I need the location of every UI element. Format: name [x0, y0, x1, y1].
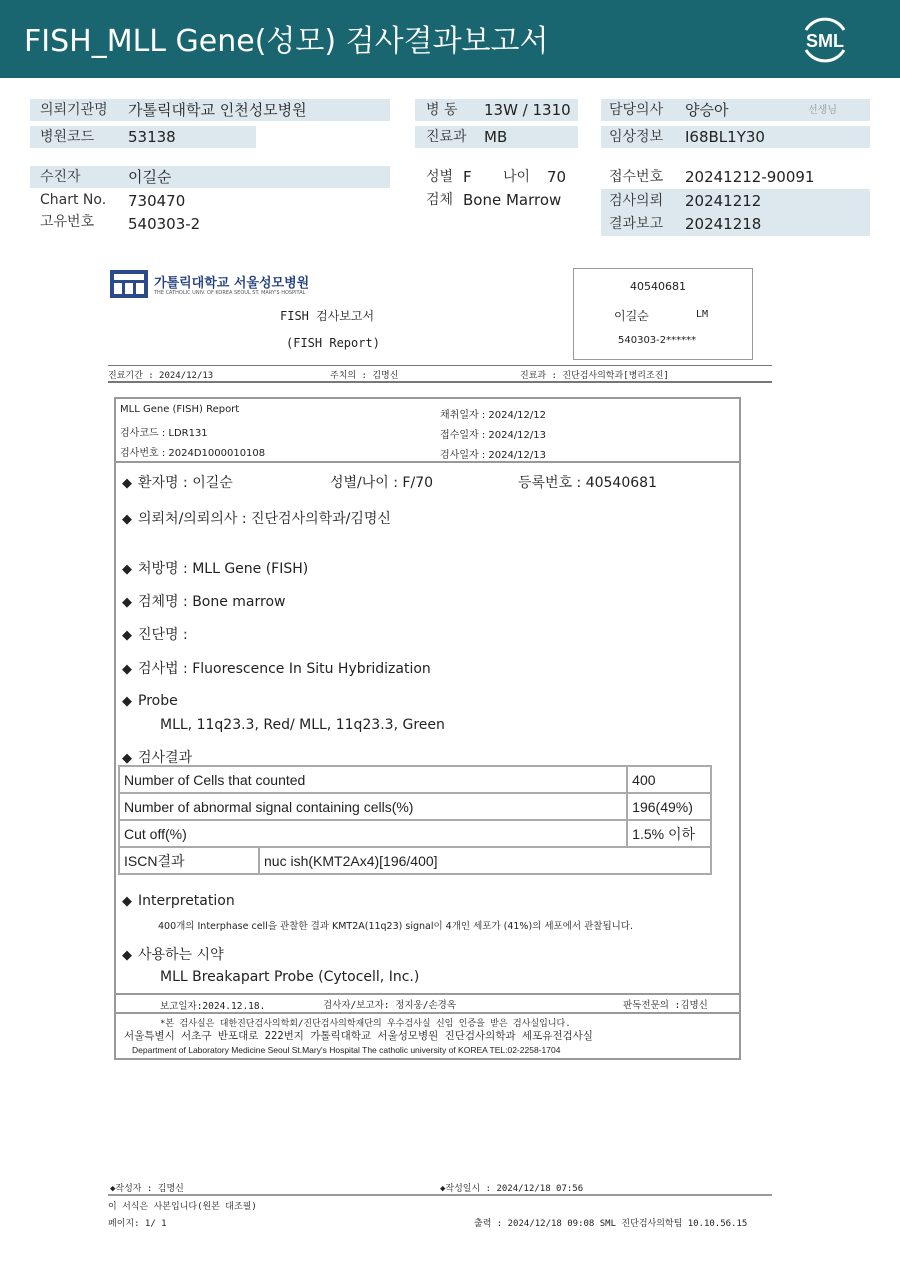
diamond-icon: ◆ [122, 628, 132, 643]
footer-copy-note: 이 서식은 사본입니다(원본 대조필) [108, 1202, 257, 1212]
receipt-value: 20241212-90091 [685, 168, 815, 186]
doctor-label: 담당의사 [609, 102, 664, 118]
header-divider-bottom [108, 381, 772, 383]
patient-row [30, 166, 390, 188]
dept-label: 진료과 [426, 129, 467, 145]
box-name: 이길순 [614, 309, 649, 323]
period-text: 진료기간 : 2024/12/13 [108, 371, 214, 381]
results-table [118, 765, 712, 875]
iscn-value: nuc ish(KMT2Ax4)[196/400] [259, 847, 711, 874]
result-label: 결과보고 [609, 216, 664, 232]
result-heading [122, 747, 192, 767]
specimen-line [122, 591, 286, 611]
interp-heading [122, 893, 235, 909]
clinical-value: I68BL1Y30 [685, 128, 765, 146]
ward-value: 13W / 1310 [484, 101, 571, 119]
department-text: 진료과 : 진단검사의학과[병리조진] [520, 371, 669, 381]
hospital-code-value: 53138 [128, 128, 176, 146]
table-row [119, 766, 711, 793]
order-line [122, 558, 308, 578]
institution-label: 의뢰기관명 [40, 102, 108, 118]
row-value: 196(49%) [627, 793, 711, 820]
row-label: Number of Cells that counted [119, 766, 627, 793]
interp-text: 400개의 Interphase cell을 관찰한 결과 KMT2A(11q23) signal이 4개인 세포가 (41%)의 세포에서 관찰됩니다. [158, 921, 633, 932]
specimen-line-text: 검체명 : Bone marrow [138, 594, 286, 610]
sex-age-line: 성별/나이 : F/70 [330, 475, 434, 491]
specimen-value: Bone Marrow [463, 191, 562, 209]
order-line-text: 처방명 : MLL Gene (FISH) [138, 561, 309, 577]
result-value: 20241218 [685, 215, 762, 233]
diamond-icon: ◆ [122, 694, 132, 709]
sml-logo-text: SML [806, 31, 844, 51]
result-heading-text: 검사결과 [138, 750, 193, 766]
header-bar [0, 0, 900, 78]
unique-value: 540303-2 [128, 215, 201, 233]
diamond-icon: ◆ [122, 595, 132, 610]
method-line-text: 검사법 : Fluorescence In Situ Hybridization [138, 661, 431, 677]
row-label: Cut off(%) [119, 820, 627, 847]
probe-heading-text: Probe [138, 693, 178, 709]
chart-label: Chart No. [40, 192, 107, 208]
referrer-line-text: 의뢰처/의뢰의사 : 진단검사의학과/김명신 [138, 511, 391, 527]
specialist: 판독전문의 :김명신 [623, 1000, 708, 1011]
doctor-value: 양승아 [685, 101, 729, 119]
test-number: 검사번호 : 2024D1000010108 [120, 448, 266, 459]
attending-text: 주치의 : 김명신 [330, 371, 399, 381]
hospital-logo-icon [110, 270, 148, 298]
footer-output: 출력 : 2024/12/18 09:08 SML 진단검사의학팀 10.10.56.15 [474, 1219, 748, 1229]
chart-value: 730470 [128, 192, 186, 210]
table-row [119, 793, 711, 820]
probe-heading [122, 693, 178, 709]
method-line [122, 658, 431, 678]
box-code: LM [696, 309, 709, 320]
reagent-heading [122, 944, 224, 964]
clinical-label: 임상정보 [609, 129, 664, 145]
footer-author: ◆작성자 : 김명신 [110, 1184, 184, 1194]
receipt-label: 접수번호 [609, 169, 664, 185]
row-value: 1.5% 이하 [627, 820, 711, 847]
box-rrn: 540303-2****** [618, 335, 697, 346]
ward-label: 병 동 [426, 102, 458, 118]
unique-label: 고유번호 [40, 214, 95, 230]
table-row [119, 820, 711, 847]
diamond-icon: ◆ [122, 512, 132, 527]
table-row [119, 847, 711, 874]
doctor-suffix: 선생님 [808, 105, 837, 116]
test-name: MLL Gene (FISH) Report [120, 404, 240, 415]
patient-line-text: 환자명 : 이길순 [138, 475, 233, 491]
diamond-icon: ◆ [122, 948, 132, 963]
hospital-name-en: THE CATHOLIC UNIV. OF KOREA SEOUL ST. MARY'S HOSPITAL [154, 290, 306, 296]
probe-text: MLL, 11q23.3, Red/ MLL, 11q23.3, Green [160, 717, 445, 733]
sex-label: 성별 [426, 169, 454, 185]
footer-written-at: ◆작성일시 : 2024/12/18 07:56 [440, 1184, 584, 1194]
specimen-label: 검체 [426, 192, 454, 208]
reg-line: 등록번호 : 40540681 [518, 475, 657, 491]
patient-value: 이길순 [128, 168, 172, 186]
cert-note: *본 검사실은 대한진단검사의학회/진단검사의학재단의 우수검사실 신임 인증을 받은 검사실입니다. [160, 1019, 571, 1029]
age-value: 70 [547, 168, 567, 186]
header-divider-top [108, 365, 772, 366]
footer-page: 페이지: 1/ 1 [108, 1219, 167, 1229]
row-value: 400 [627, 766, 711, 793]
diamond-icon: ◆ [122, 894, 132, 909]
diamond-icon: ◆ [122, 751, 132, 766]
sign-divider [116, 993, 739, 995]
reagent-heading-text: 사용하는 시약 [138, 947, 224, 963]
diagnosis-line-text: 진단명 : [138, 627, 188, 643]
report-title-en: (FISH Report) [286, 336, 380, 350]
dept-value: MB [484, 128, 508, 146]
examiner: 검사자/보고자: 정지웅/손경옥 [323, 1000, 457, 1011]
report-separator [116, 461, 739, 463]
collect-date: 채취일자 : 2024/12/12 [440, 410, 547, 421]
box-id: 40540681 [630, 280, 686, 293]
sml-logo-icon [796, 12, 854, 66]
iscn-label: ISCN결과 [119, 847, 259, 874]
referrer-line [122, 508, 391, 528]
age-label: 나이 [503, 169, 531, 185]
page-title: FISH_MLL Gene(성모) 검사결과보고서 [24, 24, 549, 59]
receive-date: 접수일자 : 2024/12/13 [440, 430, 547, 441]
hospital-name: 가톨릭대학교 서울성모병원 [154, 276, 310, 291]
report-date: 보고일자:2024.12.18. [160, 1001, 266, 1012]
reagent-text: MLL Breakapart Probe (Cytocell, Inc.) [160, 969, 420, 985]
diamond-icon: ◆ [122, 562, 132, 577]
note-divider [116, 1012, 739, 1014]
address-en: Department of Laboratory Medicine Seoul St.Mary's Hospital The catholic university of KOREA TEL:02-2258-1704 [132, 1045, 561, 1055]
request-label: 검사의뢰 [609, 193, 664, 209]
hospital-code-label: 병원코드 [40, 129, 95, 145]
footer-divider [108, 1194, 772, 1196]
institution-value: 가톨릭대학교 인천성모병원 [128, 101, 307, 119]
interp-heading-text: Interpretation [138, 893, 235, 909]
diagnosis-line [122, 624, 188, 644]
patient-line [122, 472, 233, 492]
patient-label: 수진자 [40, 169, 81, 185]
diamond-icon: ◆ [122, 476, 132, 491]
address-ko: 서울특별시 서초구 반포대로 222번지 가톨릭대학교 서울성모병원 진단검사의학과 세포유전검사실 [124, 1030, 593, 1042]
diamond-icon: ◆ [122, 662, 132, 677]
row-label: Number of abnormal signal containing cells(%) [119, 793, 627, 820]
test-code: 검사코드 : LDR131 [120, 428, 208, 439]
request-value: 20241212 [685, 192, 762, 210]
exam-date: 검사일자 : 2024/12/13 [440, 450, 547, 461]
report-title-ko: FISH 검사보고서 [280, 309, 375, 323]
sex-value: F [463, 168, 472, 186]
